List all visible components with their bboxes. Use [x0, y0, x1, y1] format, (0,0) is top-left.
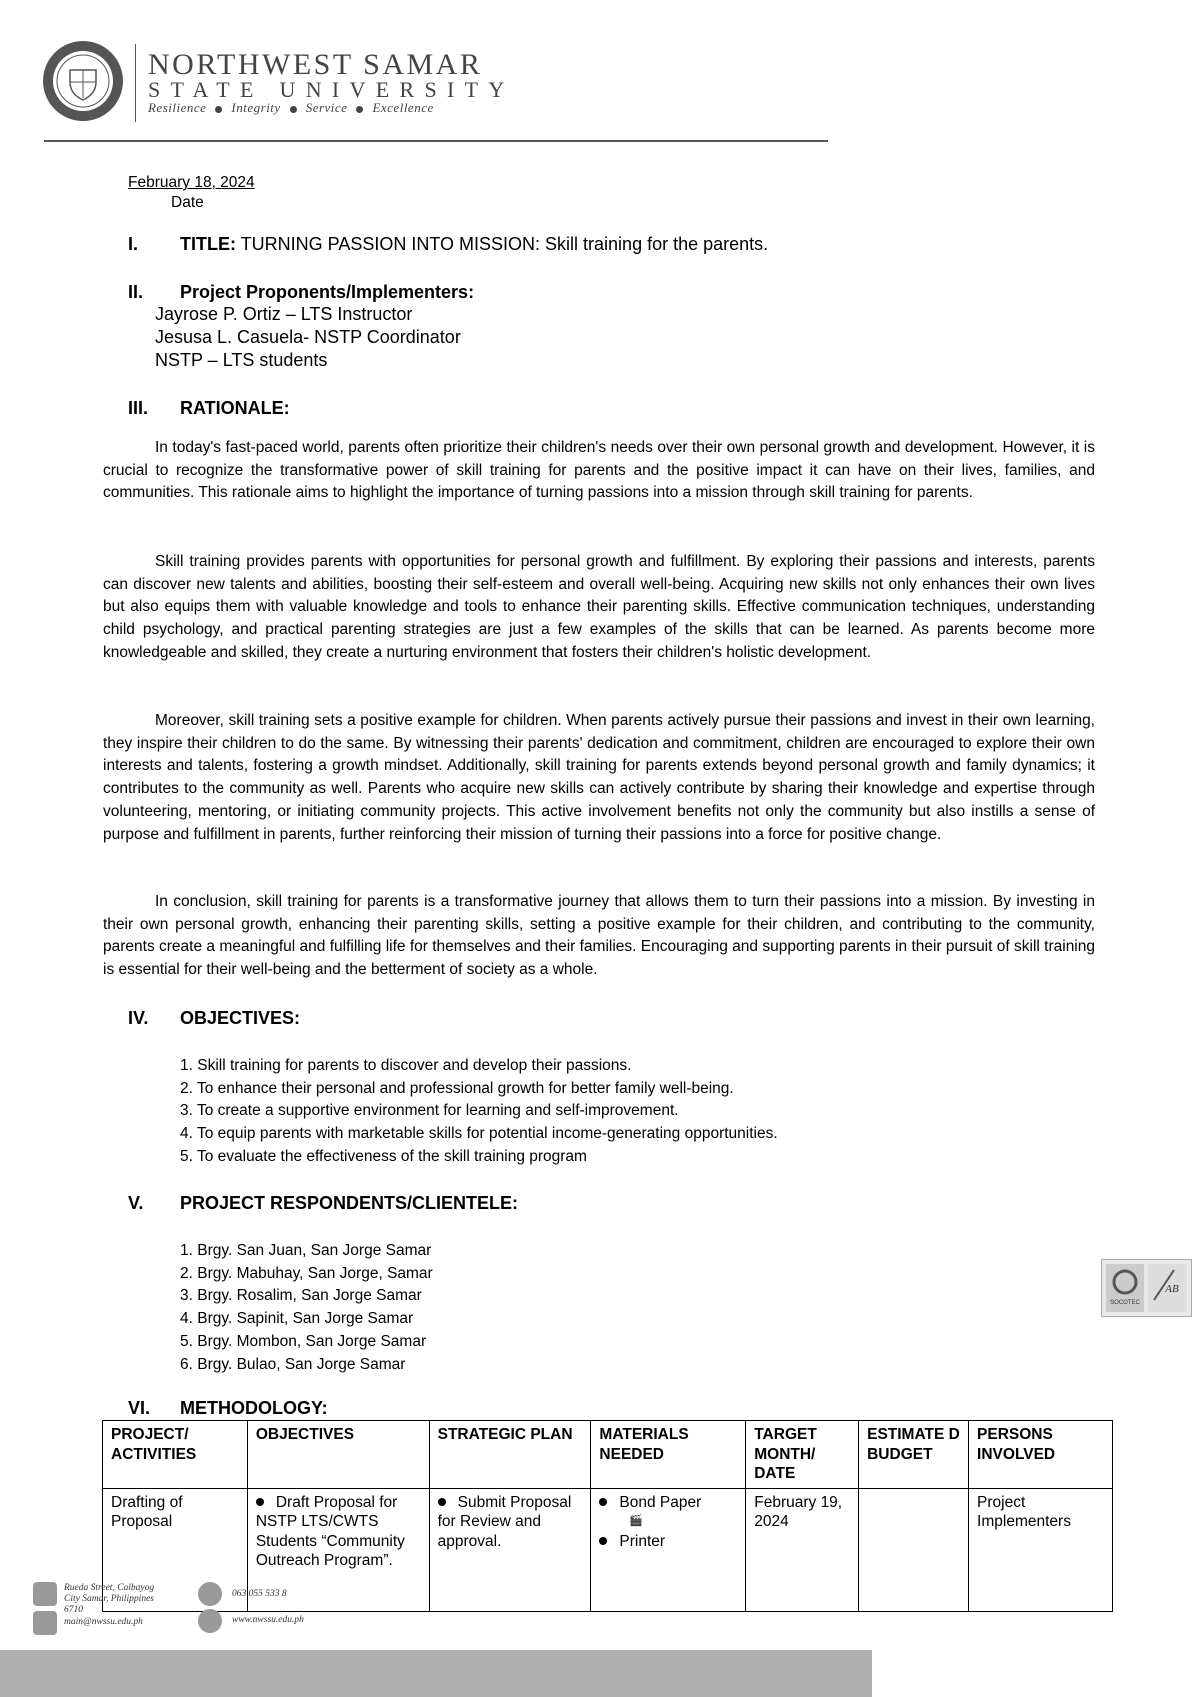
bullet-icon — [599, 1498, 607, 1506]
footer-phone: 063 055 533 8 — [232, 1589, 287, 1599]
section-number: VI. — [128, 1398, 151, 1418]
section-title — [180, 234, 768, 255]
motto-word: Integrity — [231, 100, 281, 115]
list-item: 5. To evaluate the effectiveness of the skill training program — [180, 1147, 587, 1165]
material-item — [599, 1532, 737, 1552]
section-label: Project Proponents/Implementers: — [180, 282, 475, 302]
list-item: 1. Skill training for parents to discover and develop their passions. — [180, 1057, 632, 1074]
header-rule — [44, 140, 828, 142]
rationale-paragraph: Skill training provides parents with opportunities for personal growth and fulfillment. By exploring their passions and interests, parents can discover new talents and abilities, boosting their self-esteem and overall well-being. Acquiring new skills not only enhances their own lives but also equips them with valuable knowledge and tools to enhance their parenting skills. Effective communication techniques, understanding child psychology, and practical parenting strategies are just a few examples of the skills that can be learned. As parents become more knowledgeable and skilled, they create a nurturing environment that fosters their children's holistic development. — [103, 553, 1095, 661]
section-number: I. — [128, 234, 139, 254]
section-title — [180, 282, 474, 303]
column-header: PERSONS INVOLVED — [969, 1421, 1113, 1489]
section-label: METHODOLOGY: — [180, 1398, 328, 1418]
rationale-paragraph: Moreover, skill training sets a positive example for children. When parents actively pursue their passions and invest in their own learning, they inspire their children to do the same. By witnessing their parents' dedication and commitment, children are encouraged to explore their own interests and talents, fostering a growth mindset. Additionally, skill training for parents extends beyond personal growth and family dynamics; it contributes to the community as well. Parents who acquire new skills can actively contribute by sharing their knowledge and expertise through volunteering, mentoring, or initiating community projects. This active involvement benefits not only the community but also instills a sense of purpose and fulfillment in parents, further reinforcing their mission of turning their passions into a force for positive change. — [103, 712, 1095, 843]
list-item: 5. Brgy. Mombon, San Jorge Samar — [180, 1332, 427, 1350]
footer-band — [0, 1650, 872, 1697]
location-icon — [33, 1582, 57, 1606]
table-cell: February 19, 2024 — [746, 1488, 859, 1611]
column-header: TARGET MONTH/ DATE — [746, 1421, 859, 1489]
section-number: III. — [128, 398, 149, 418]
university-name: NORTHWEST SAMAR — [148, 48, 483, 81]
column-header: PROJECT/ ACTIVITIES — [103, 1421, 248, 1489]
footer-email: main@nwssu.edu.ph — [64, 1617, 143, 1627]
section-label: RATIONALE: — [180, 398, 290, 418]
proponent-list — [155, 303, 461, 372]
table-header-row — [103, 1421, 1113, 1489]
section-label: TITLE: — [180, 234, 236, 254]
table-cell — [591, 1488, 746, 1611]
motto-word: Service — [305, 100, 348, 115]
footer-website: www.nwssu.edu.ph — [232, 1615, 304, 1625]
cell-text: Printer — [619, 1532, 666, 1550]
section-number: V. — [128, 1193, 144, 1213]
section-title — [180, 398, 290, 419]
motto-word: Excellence — [372, 100, 434, 115]
globe-icon — [198, 1609, 222, 1633]
column-header: ESTIMATE D BUDGET — [859, 1421, 969, 1489]
proponent-name: Jayrose P. Ortiz – LTS Instructor — [155, 304, 413, 324]
list-item: 6. Brgy. Bulao, San Jorge Samar — [180, 1355, 406, 1373]
cert-right-label: AB — [1165, 1283, 1179, 1295]
cert-left-label: SOCOTEC — [1110, 1300, 1140, 1306]
section-label: OBJECTIVES: — [180, 1008, 301, 1028]
section-title — [180, 1008, 300, 1029]
table-cell: Drafting of Proposal — [103, 1488, 248, 1611]
cell-text: Draft Proposal for NSTP LTS/CWTS Students “Community Outreach Program”. — [255, 1493, 405, 1569]
bullet-icon — [599, 1537, 607, 1545]
material-item — [599, 1493, 737, 1513]
email-icon — [33, 1611, 57, 1635]
column-header: OBJECTIVES — [247, 1421, 429, 1489]
list-item: 4. To equip parents with marketable skills for potential income-generating opportunities. — [180, 1125, 778, 1143]
clapperboard-icon: 🎬 — [629, 1515, 644, 1527]
cell-text: Submit Proposal for Review and approval. — [437, 1493, 572, 1550]
bullet-dot-icon — [290, 106, 297, 113]
table-cell: Project Implementers — [969, 1488, 1113, 1611]
list-item: 3. To create a supportive environment for learning and self-improvement. — [180, 1102, 679, 1120]
bullet-icon — [256, 1498, 264, 1506]
university-motto — [148, 100, 434, 116]
bullet-icon — [438, 1498, 446, 1506]
section-label: PROJECT RESPONDENTS/CLIENTELE: — [180, 1193, 519, 1213]
proponent-name: Jesusa L. Casuela- NSTP Coordinator — [155, 327, 461, 347]
list-item: 2. Brgy. Mabuhay, San Jorge, Samar — [180, 1264, 433, 1282]
university-seal-logo — [42, 40, 124, 122]
cell-text: Bond Paper — [619, 1493, 702, 1511]
section-number: IV. — [128, 1008, 149, 1028]
motto-word: Resilience — [148, 100, 207, 115]
table-cell — [859, 1488, 969, 1611]
rationale-paragraph: In today's fast-paced world, parents often prioritize their children's needs over their own personal growth and development. However, it is crucial to recognize the transformative power of skill training for parents and the positive impact it can have on their lives, families, and communities. This rationale aims to highlight the importance of turning passions into a mission through skill training for parents. — [103, 439, 1095, 502]
phone-icon — [198, 1582, 222, 1606]
objectives-list — [180, 1055, 778, 1169]
project-title: TURNING PASSION INTO MISSION: Skill training for the parents. — [236, 234, 769, 254]
list-item: 3. Brgy. Rosalim, San Jorge Samar — [180, 1287, 422, 1305]
footer-address: Rueda Street, Calbayog City Samar, Philippines 6710 — [64, 1583, 155, 1615]
certification-logo-icon — [1102, 1260, 1191, 1316]
rationale-paragraph: In conclusion, skill training for parents is a transformative journey that allows them to turn their passions into a mission. By investing in their own personal growth, enhancing their parenting skills, setting a positive example for their children, and contributing to the community, parents create a meaningful and fulfilling life for themselves and their families. Encouraging and supporting parents in their pursuit of skill training is essential for their well-being and the betterment of society as a whole. — [103, 893, 1095, 979]
section-title — [180, 1398, 328, 1419]
bullet-dot-icon — [215, 106, 222, 113]
certification-badge — [1101, 1259, 1192, 1317]
methodology-table — [102, 1420, 1113, 1612]
list-item: 4. Brgy. Sapinit, San Jorge Samar — [180, 1310, 414, 1328]
list-item: 1. Brgy. San Juan, San Jorge Samar — [180, 1242, 432, 1259]
section-title — [180, 1193, 518, 1214]
column-header: MATERIALS NEEDED — [591, 1421, 746, 1489]
section-number: II. — [128, 282, 144, 302]
table-cell — [429, 1488, 591, 1611]
date-label: Date — [171, 194, 204, 211]
university-subtitle: STATE UNIVERSITY — [148, 77, 515, 102]
respondents-list — [180, 1240, 433, 1376]
proponent-name: NSTP – LTS students — [155, 350, 328, 370]
list-item: 2. To enhance their personal and professional growth for better family well-being. — [180, 1079, 734, 1097]
bullet-dot-icon — [356, 106, 363, 113]
document-date: February 18, 2024 — [128, 174, 255, 191]
header-divider — [135, 44, 136, 122]
column-header: STRATEGIC PLAN — [429, 1421, 591, 1489]
